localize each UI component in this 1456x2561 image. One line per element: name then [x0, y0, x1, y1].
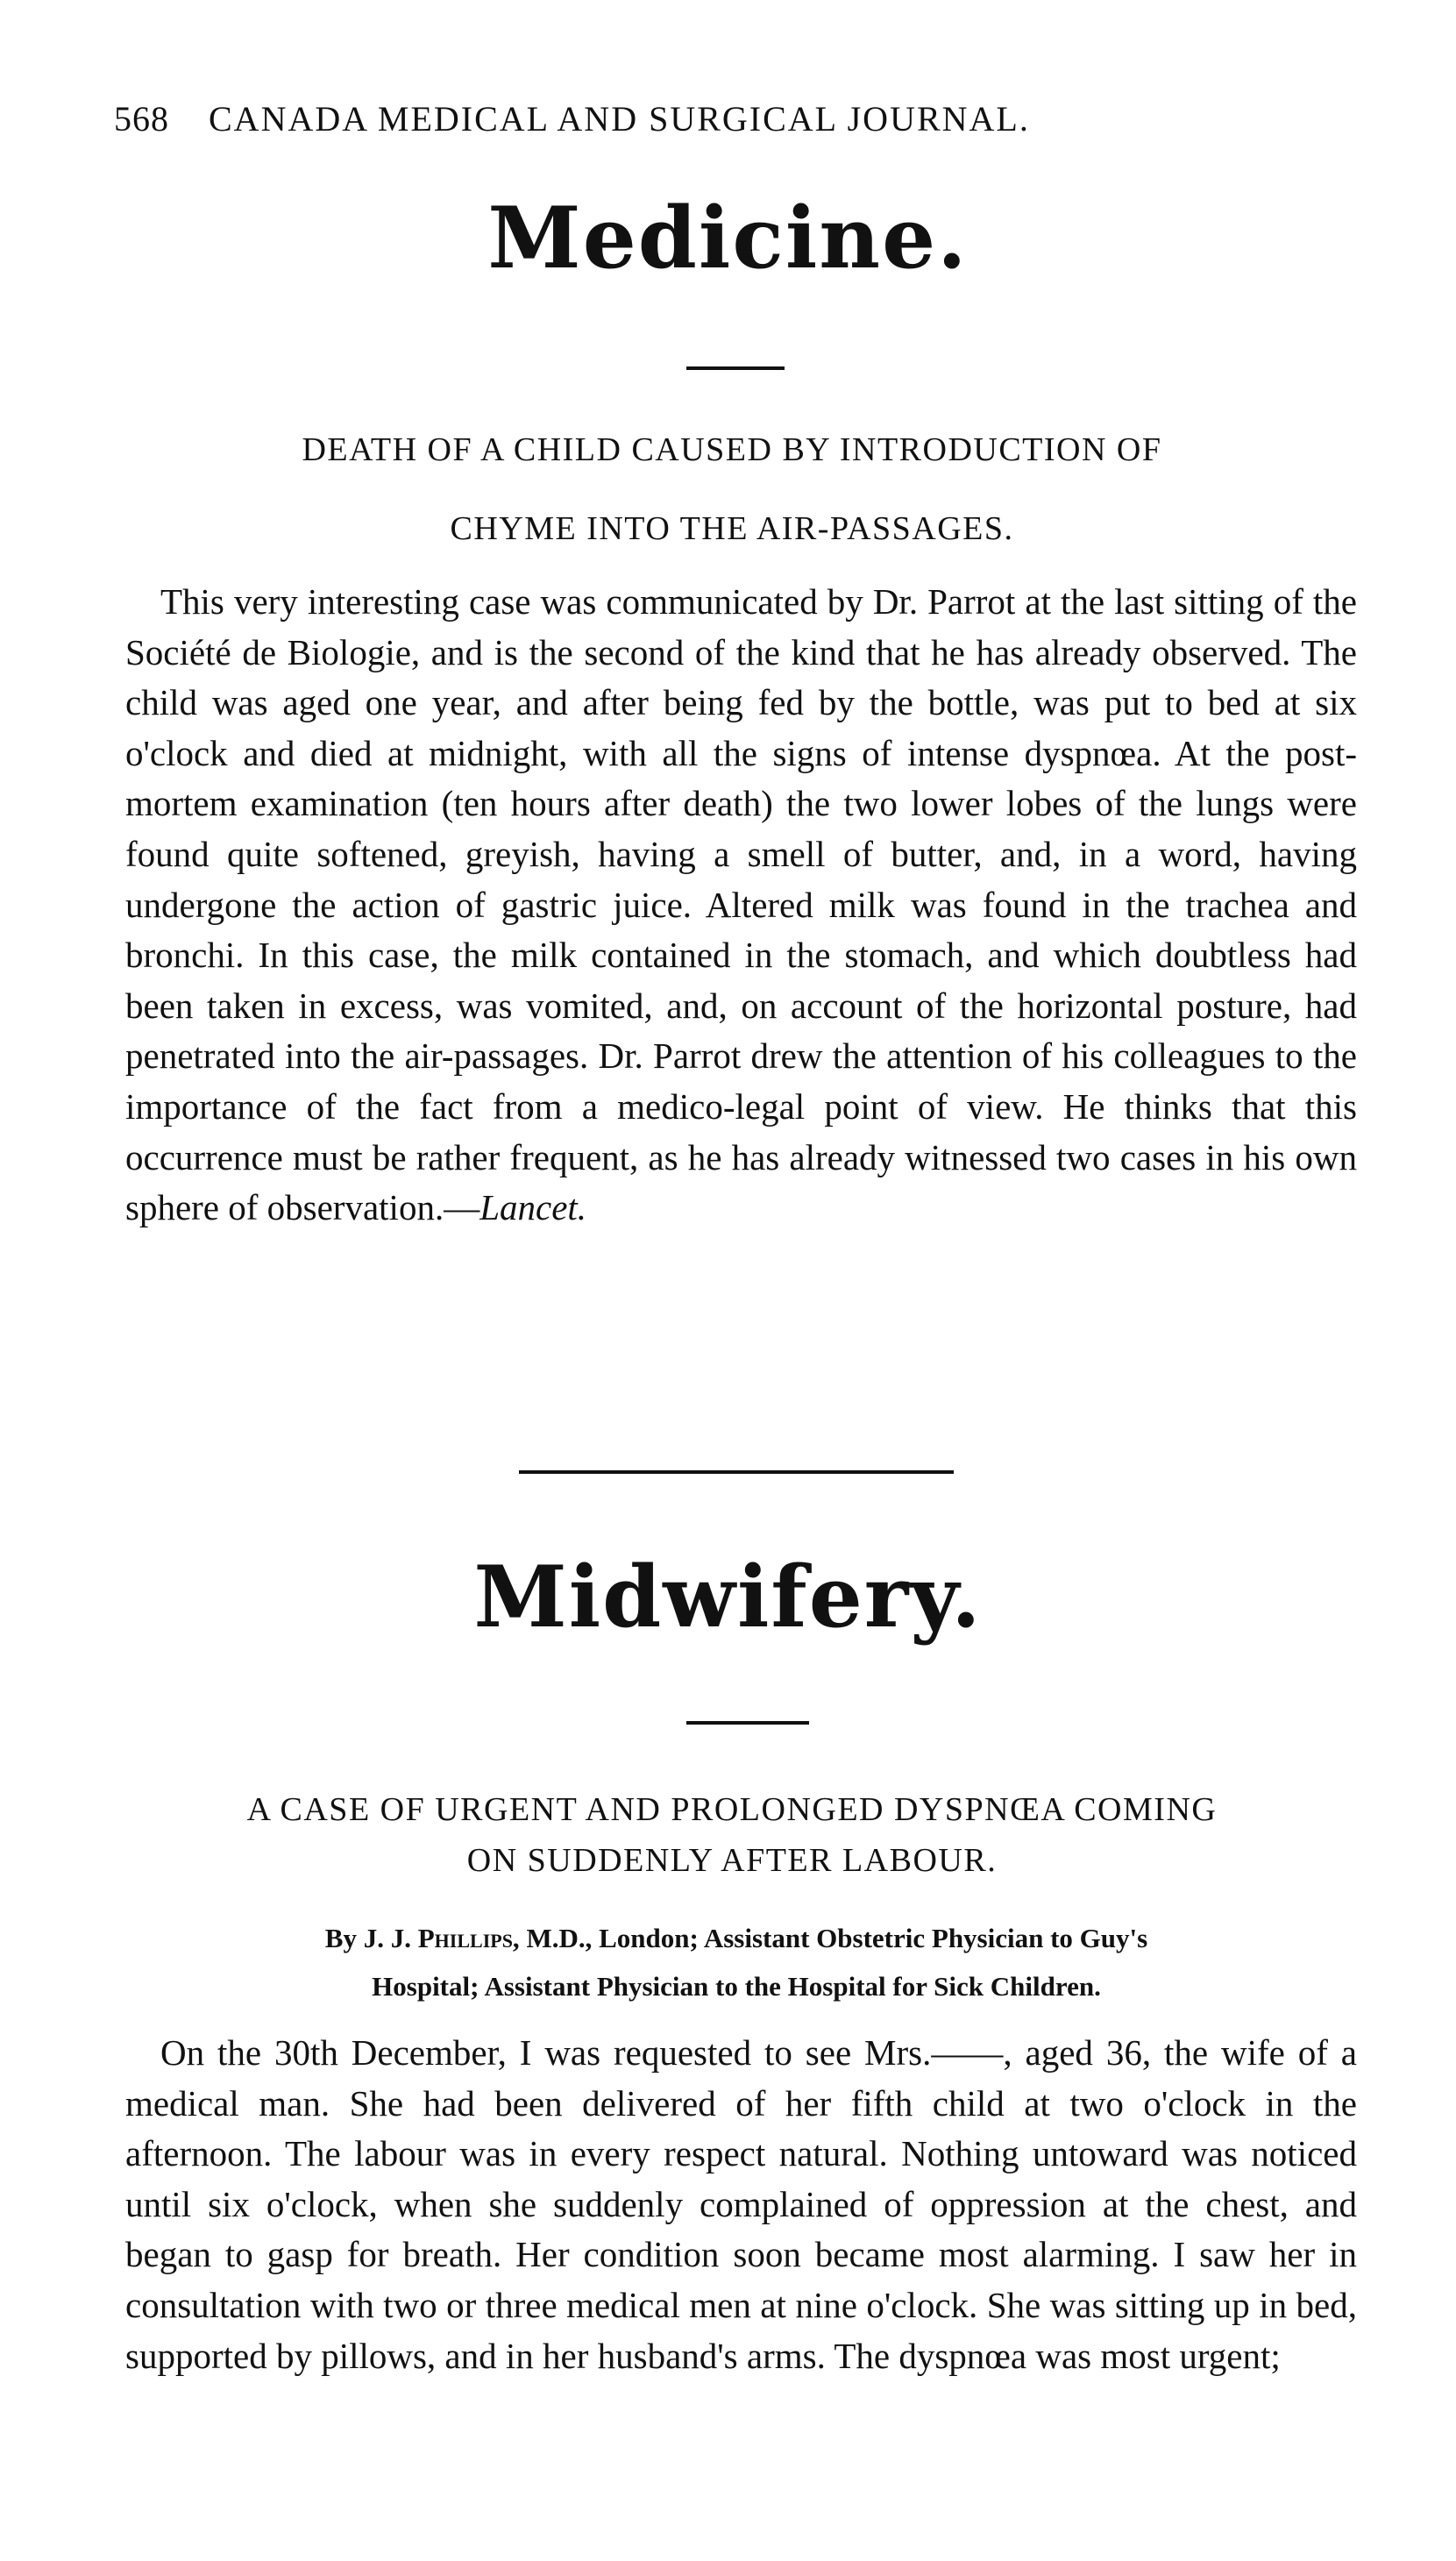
article-body-midwifery: [125, 2028, 1357, 2381]
article-body-text: This very interesting case was communicated by Dr. Parrot at the last sitting of the Société de Biologie, and is the second of the kind that he has already observed. The child was aged one year, and after being fed by the bottle, was put to bed at six o'clock and died at midnight, with all the signs of intense dyspnœa. At the post-mortem examination (ten hours after death) the two lower lobes of the lungs were found quite softened, greyish, having a smell of butter, and, in a word, having undergone the action of gastric juice. Altered milk was found in the trachea and bronchi. In this case, the milk contained in the stomach, and which doubtless had been taken in excess, was vomited, and, on account of the horizontal posture, had penetrated into the air-passages. Dr. Parrot drew the attention of his colleagues to the importance of the fact from a medico-legal point of view. He thinks that this occurrence must be rather frequent, as he has already witnessed two cases in his own sphere of observation.—: [125, 581, 1357, 1228]
byline-affiliation: Hospital; Assistant Physician to the Hospital for Sick Children.: [372, 1971, 1101, 2002]
article-body-medicine: [125, 577, 1357, 1234]
article-heading-line1: A CASE OF URGENT AND PROLONGED DYSPNŒA COMING: [246, 1791, 1218, 1828]
article-heading-line2: CHYME INTO THE AIR-PASSAGES.: [450, 510, 1014, 547]
byline-author: J. J. Phillips,: [363, 1923, 520, 1953]
article-body-text: On the 30th December, I was requested to see Mrs.——, aged 36, the wife of a medical man. She had been delivered of her fifth child at two o'clock in the afternoon. The labour was in every respect natural. Nothing untoward was noticed until six o'clock, when she suddenly complained of oppression at the chest, and began to gasp for breath. Her condition soon became most alarming. I saw her in consultation with two or three medical men at nine o'clock. She was sitting up in bed, supported by pillows, and in her husband's arms. The dyspnœa was most urgent;: [125, 2032, 1357, 2376]
byline-prefix: By: [324, 1923, 357, 1953]
article-heading-line1: DEATH OF A CHILD CAUSED BY INTRODUCTION OF: [302, 431, 1162, 468]
short-rule: [686, 1721, 809, 1725]
journal-title: CANADA MEDICAL AND SURGICAL JOURNAL.: [209, 99, 1030, 139]
article-source: Lancet.: [479, 1187, 587, 1228]
section-title-medicine: Medicine.: [487, 189, 969, 288]
byline-credentials: M.D., London; Assistant Obstetric Physician to Guy's: [526, 1923, 1148, 1953]
running-head: [114, 98, 1030, 139]
article-heading-line2: ON SUDDENLY AFTER LABOUR.: [466, 1842, 998, 1879]
short-rule: [686, 366, 785, 370]
page-number: 568: [114, 99, 169, 139]
section-title-midwifery: Midwifery.: [473, 1547, 983, 1647]
section-divider-rule: [519, 1470, 954, 1474]
byline: [123, 1913, 1350, 1964]
